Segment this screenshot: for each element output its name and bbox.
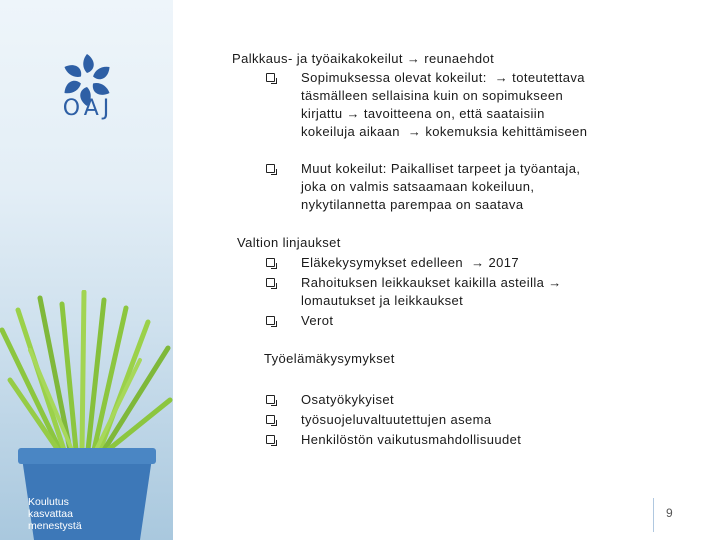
section2-bullet3: Verot xyxy=(301,313,334,328)
section1-bullet1-line: kirjattu → tavoitteena on, että saataisiin xyxy=(301,106,545,121)
bullet-icon xyxy=(266,435,275,444)
section3-bullet: Henkilöstön vaikutusmahdollisuudet xyxy=(301,432,522,447)
bullet-icon xyxy=(266,316,275,325)
section2-bullet1: Eläkekysymykset edelleen → 2017 xyxy=(301,255,520,270)
section2-heading: Valtion linjaukset xyxy=(237,235,341,250)
section1-bullet2-line: Muut kokeilut: Paikalliset tarpeet ja työantaja, xyxy=(301,161,581,176)
section1-bullet2-line: nykytilannetta parempaa on saatava xyxy=(301,197,524,212)
section3-bullet: työsuojeluvaltuutettujen asema xyxy=(301,412,492,427)
bullet-icon xyxy=(266,415,275,424)
section2-bullet2-line: lomautukset ja leikkaukset xyxy=(301,293,464,308)
slogan-line: menestystä xyxy=(28,520,82,532)
slogan xyxy=(28,496,128,532)
section1-bullet2-line: joka on valmis satsaamaan kokeiluun, xyxy=(301,179,535,194)
section1-heading: Palkkaus- ja työaikakokeilut → reunaehdot xyxy=(232,51,495,66)
bullet-icon xyxy=(266,258,275,267)
section1-bullet1-line: Sopimuksessa olevat kokeilut: → toteutettava xyxy=(301,70,585,85)
bullet-icon xyxy=(266,164,275,173)
section1-bullet1-line: täsmälleen sellaisina kuin on sopimukseen xyxy=(301,88,564,103)
page-number: 9 xyxy=(666,506,673,520)
slogan-line: kasvattaa xyxy=(28,508,73,520)
slogan-line: Koulutus xyxy=(28,496,69,508)
section1-bullet1-line: kokeiluja aikaan → kokemuksia kehittämiseen xyxy=(301,124,588,139)
bullet-icon xyxy=(266,395,275,404)
section3-heading: Työelämäkysymykset xyxy=(264,351,395,366)
bullet-icon xyxy=(266,73,275,82)
section3-bullet: Osatyökykyiset xyxy=(301,392,395,407)
logo-text: OAJ xyxy=(62,96,114,121)
section2-bullet2-line: Rahoituksen leikkaukset kaikilla asteilla → xyxy=(301,275,562,290)
bullet-icon xyxy=(266,278,275,287)
brand-sidebar xyxy=(0,0,173,540)
page-number-divider xyxy=(653,498,654,532)
